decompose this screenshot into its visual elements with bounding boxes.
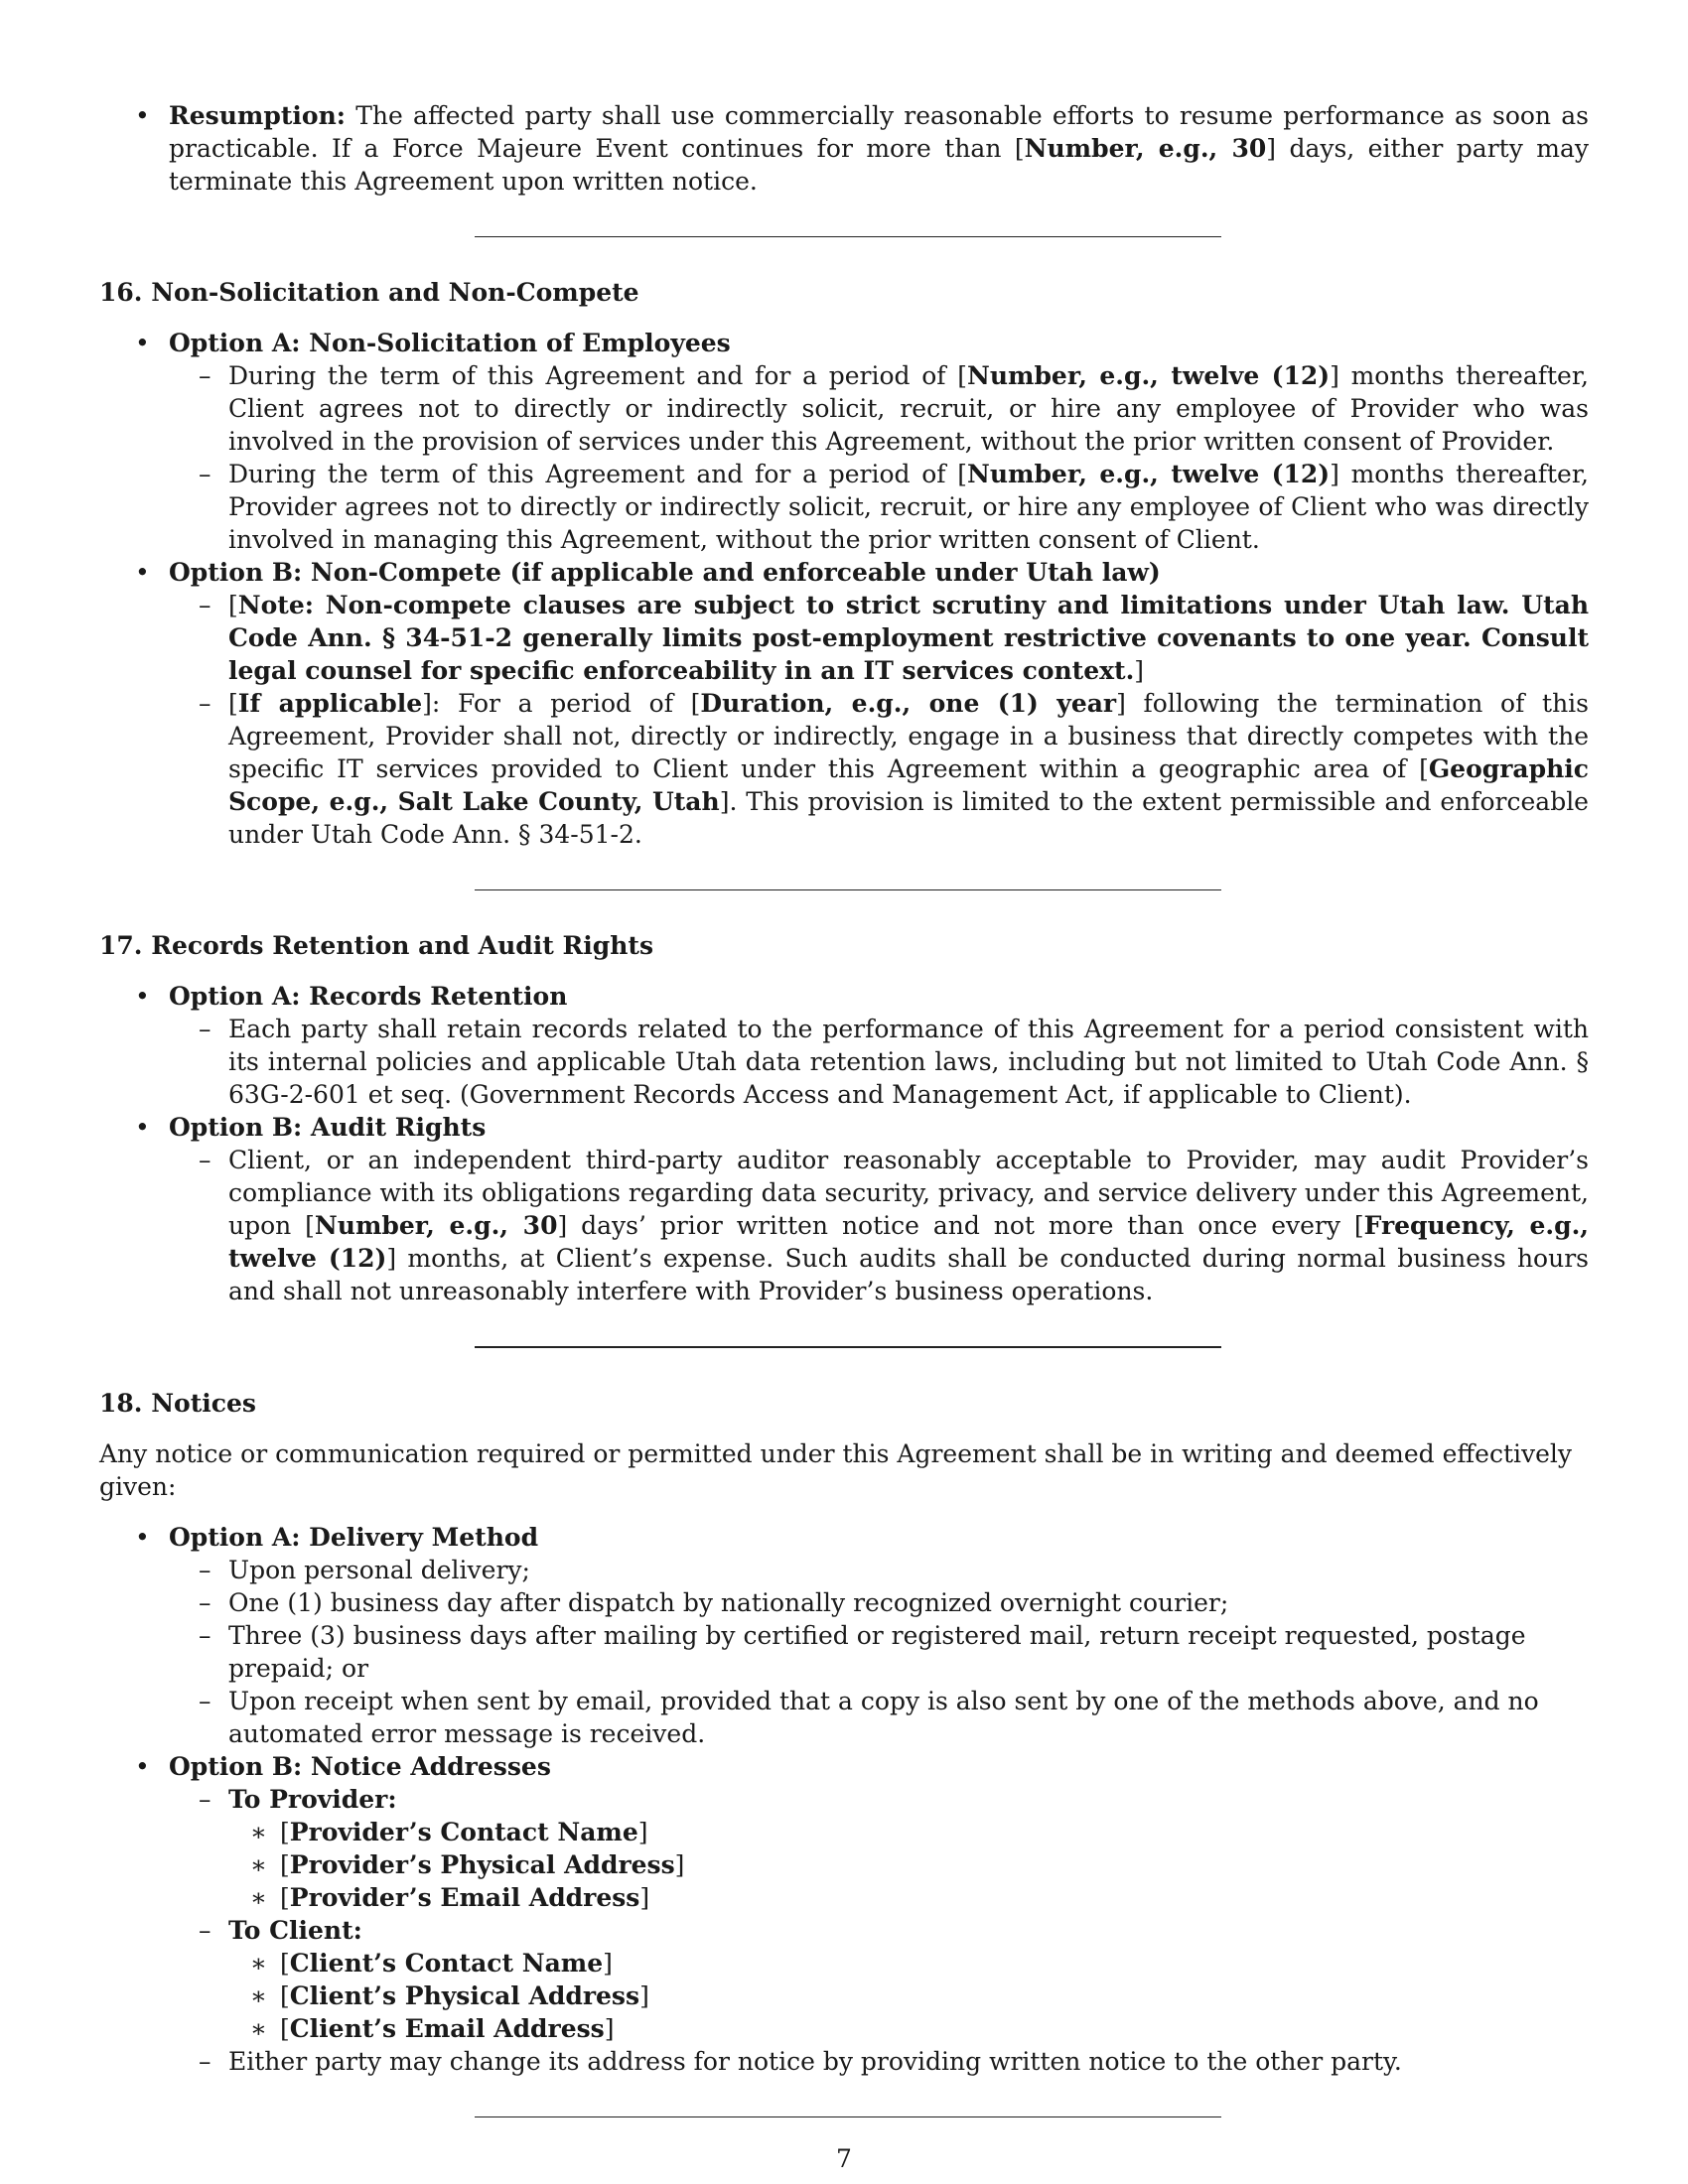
item-placeholder: Number, e.g., 30 (314, 1211, 558, 1240)
item-placeholder: Provider’s Physical Address (289, 1850, 675, 1879)
list-item (99, 2045, 1589, 2078)
dash-icon: – (199, 1556, 211, 1584)
dash-icon: – (199, 1588, 211, 1617)
dash-icon: – (199, 689, 211, 718)
section-divider (475, 2116, 1221, 2117)
list-item (99, 589, 1589, 687)
option-label: Option B: Notice Addresses (169, 1752, 551, 1781)
option-a-heading (99, 1521, 1589, 1554)
resumption-text: The affected party shall use commercially reasonable efforts to resume performance as soon as practicable. If a Force Majeure Event continues for more than [ (169, 101, 1589, 163)
item-placeholder: Number, e.g., twelve (12) (966, 460, 1331, 488)
item-placeholder: Provider’s Email Address (289, 1883, 640, 1912)
bullet-icon: • (135, 329, 150, 357)
item-text: [ (228, 591, 238, 619)
item-text: During the term of this Agreement and for a period of [ (228, 361, 967, 390)
item-label: To Client: (228, 1916, 362, 1945)
asterisk-icon: ∗ (250, 1981, 267, 2010)
list-item (99, 1554, 1589, 1586)
item-text: Upon personal delivery; (228, 1556, 530, 1584)
list-item: ∗ [Provider’s Contact Name] (250, 1818, 648, 1846)
list-item (99, 458, 1589, 556)
item-placeholder: Frequency, e.g., twelve (12) (228, 1211, 1589, 1273)
asterisk-icon: ∗ (250, 2014, 267, 2043)
asterisk-icon: ∗ (250, 1949, 267, 1978)
item-text: During the term of this Agreement and for a period of [ (228, 460, 967, 488)
list-item (99, 687, 1589, 851)
note-text: Note: Non-compete clauses are subject to strict scrutiny and limitations under Utah law. Utah Code Ann. § 34-51-2 generally limits post-employment restrictive covenants to one year. Consult legal counsel for specific enforceability in an IT services context. (228, 591, 1589, 685)
item-text: Each party shall retain records related to the performance of this Agreement for a period consistent with its internal policies and applicable Utah data retention laws, including but not limited to Utah Code Ann. § 63G-2-601 et seq. (Government Records Access and Management Act, if applicable to Client). (228, 1015, 1589, 1109)
item-text: ] (1134, 656, 1145, 685)
bullet-icon: • (135, 101, 150, 130)
item-placeholder: Client’s Email Address (289, 2014, 605, 2043)
dash-icon: – (199, 1916, 211, 1945)
item-placeholder: Client’s Contact Name (289, 1949, 604, 1978)
resumption-item (99, 99, 1589, 198)
item-text: [ (228, 689, 238, 718)
option-a-heading (99, 327, 1589, 359)
dash-icon: – (199, 1146, 211, 1174)
list-item (99, 1586, 1589, 1619)
option-b-heading (99, 556, 1589, 589)
dash-icon: – (199, 361, 211, 390)
dash-icon: – (199, 1785, 211, 1814)
option-label: Option A: Delivery Method (169, 1523, 539, 1552)
item-placeholder: If applicable (237, 689, 423, 718)
dash-icon: – (199, 2047, 211, 2076)
option-b-heading (99, 1111, 1589, 1144)
dash-icon: – (199, 1621, 211, 1650)
item-placeholder: Client’s Physical Address (289, 1981, 640, 2010)
list-item: ∗ [Client’s Contact Name] (250, 1949, 613, 1978)
item-placeholder: Provider’s Contact Name (289, 1818, 638, 1846)
option-b-heading (99, 1750, 1589, 1783)
item-text: Three (3) business days after mailing by certified or registered mail, return receipt requested, postage prepaid; or (228, 1621, 1526, 1683)
list-item (99, 1619, 1589, 1685)
option-label: Option B: Non-Compete (if applicable and enforceable under Utah law) (169, 558, 1161, 587)
list-item (99, 359, 1589, 458)
item-text: ] months thereafter, Provider agrees not to directly or indirectly solicit, recruit, or hire any employee of Client who was directly involved in managing this Agreement, without the prior written consent of Client. (228, 460, 1589, 554)
item-text: ] days’ prior written notice and not more than once every [ (557, 1211, 1364, 1240)
item-text: ] months, at Client’s expense. Such audits shall be conducted during normal business hours and shall not unreasonably interfere with Provider’s business operations. (228, 1244, 1589, 1305)
bullet-icon: • (135, 1752, 150, 1781)
to-client-heading (99, 1914, 1589, 1947)
list-item (99, 1013, 1589, 1111)
section-17-heading: 17. Records Retention and Audit Rights (99, 931, 654, 960)
list-item: ∗ [Client’s Email Address] (250, 2014, 615, 2043)
section-18-intro: Any notice or communication required or permitted under this Agreement shall be in writing and deemed effectively given: (99, 1439, 1573, 1501)
resumption-placeholder: Number, e.g., 30 (1024, 134, 1267, 163)
section-18-heading: 18. Notices (99, 1389, 256, 1418)
list-item (99, 1144, 1589, 1307)
resumption-label: Resumption: (169, 101, 346, 130)
asterisk-icon: ∗ (250, 1850, 267, 1879)
item-text: Client, or an independent third-party auditor reasonably acceptable to Provider, may audit Provider’s compliance with its obligations regarding data security, privacy, and service delivery under this Agreement, upon [ (228, 1146, 1589, 1240)
item-placeholder: Number, e.g., twelve (12) (966, 361, 1331, 390)
dash-icon: – (199, 591, 211, 619)
option-label: Option A: Records Retention (169, 982, 568, 1011)
item-text: Upon receipt when sent by email, provided that a copy is also sent by one of the methods above, and no automated error message is received. (228, 1687, 1539, 1748)
resumption-text-end: ] days, either party may terminate this Agreement upon written notice. (169, 134, 1590, 196)
dash-icon: – (199, 1687, 211, 1715)
list-item (99, 1685, 1589, 1750)
item-label: To Provider: (228, 1785, 397, 1814)
page-number: 7 (836, 2144, 852, 2173)
item-placeholder: Duration, e.g., one (1) year (700, 689, 1117, 718)
bullet-icon: • (135, 1523, 150, 1552)
dash-icon: – (199, 1015, 211, 1043)
item-text: ] months thereafter, Client agrees not to directly or indirectly solicit, recruit, or hire any employee of Provider who was involved in the provision of services under this Agreement, without the prior written consent of Provider. (228, 361, 1589, 456)
to-provider-heading (99, 1783, 1589, 1816)
item-text: ] following the termination of this Agreement, Provider shall not, directly or indirectly, engage in a business that directly competes with the specific IT services provided to Client under this Agreement within a geographic area of [ (228, 689, 1589, 783)
page-content (99, 99, 1589, 2117)
dash-icon: – (199, 460, 211, 488)
option-label: Option B: Audit Rights (169, 1113, 487, 1142)
asterisk-icon: ∗ (250, 1883, 267, 1912)
list-item: ∗ [Provider’s Email Address] (250, 1883, 650, 1912)
item-text: ]: For a period of [ (422, 689, 701, 718)
asterisk-icon: ∗ (250, 1818, 267, 1846)
bullet-icon: • (135, 982, 150, 1011)
list-item: ∗ [Client’s Physical Address] (250, 1981, 649, 2010)
bullet-icon: • (135, 558, 150, 587)
option-a-heading (99, 980, 1589, 1013)
item-placeholder: Geographic Scope, e.g., Salt Lake County, Utah (228, 754, 1589, 816)
option-label: Option A: Non-Solicitation of Employees (169, 329, 731, 357)
list-item: ∗ [Provider’s Physical Address] (250, 1850, 685, 1879)
bullet-icon: • (135, 1113, 150, 1142)
section-16-heading: 16. Non-Solicitation and Non-Compete (99, 278, 639, 307)
item-text: One (1) business day after dispatch by nationally recognized overnight courier; (228, 1588, 1229, 1617)
item-text: ]. This provision is limited to the extent permissible and enforceable under Utah Code Ann. § 34-51-2. (228, 787, 1589, 849)
item-text: Either party may change its address for notice by providing written notice to the other party. (228, 2047, 1402, 2076)
